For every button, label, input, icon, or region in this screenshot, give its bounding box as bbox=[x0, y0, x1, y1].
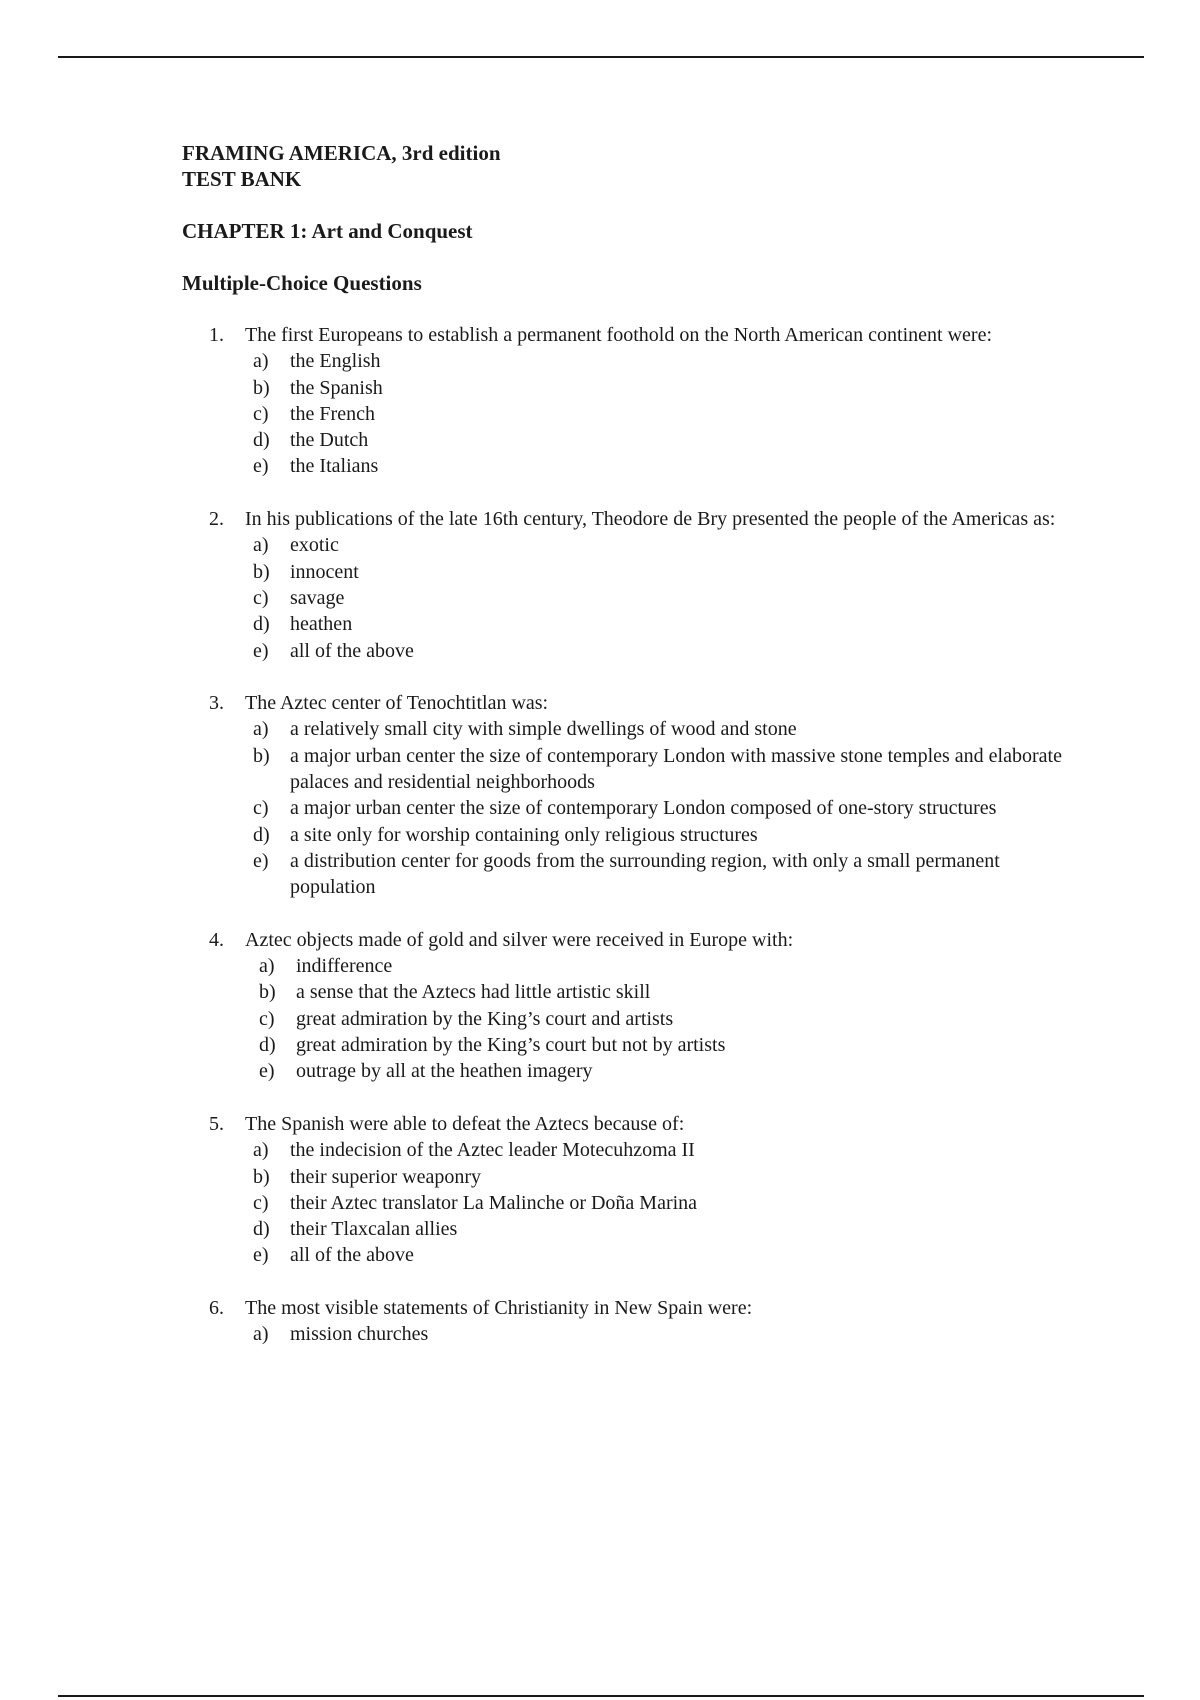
option-letter: c) bbox=[253, 586, 269, 609]
question-number: 1. bbox=[209, 324, 224, 346]
option-item bbox=[245, 1137, 1082, 1163]
option-letter: d) bbox=[253, 613, 270, 636]
option-text: the French bbox=[290, 402, 375, 425]
option-text: exotic bbox=[290, 534, 339, 557]
option-letter: b) bbox=[253, 1165, 270, 1188]
option-text: the Italians bbox=[290, 455, 379, 478]
option-text: all of the above bbox=[290, 639, 414, 662]
option-text: the Spanish bbox=[290, 376, 383, 399]
option-text: mission churches bbox=[290, 1323, 429, 1346]
option-letter: c) bbox=[253, 1191, 269, 1214]
option-item bbox=[245, 979, 1082, 1005]
question-text: The first Europeans to establish a permanent foothold on the North American continent were: bbox=[245, 324, 993, 346]
question-text: The most visible statements of Christianity in New Spain were: bbox=[245, 1296, 753, 1319]
option-text: the English bbox=[290, 350, 381, 373]
option-item bbox=[245, 453, 1082, 479]
option-letter: a) bbox=[253, 1139, 269, 1162]
question-6 bbox=[182, 1295, 1082, 1348]
option-list bbox=[245, 348, 1082, 479]
option-text: their Tlaxcalan allies bbox=[290, 1218, 458, 1241]
option-text: a sense that the Aztecs had little artistic skill bbox=[296, 981, 651, 1004]
option-item bbox=[245, 532, 1082, 558]
option-item bbox=[245, 848, 1082, 901]
option-text: heathen bbox=[290, 613, 353, 636]
option-text: great admiration by the King’s court and artists bbox=[296, 1007, 674, 1030]
option-letter: b) bbox=[253, 560, 270, 583]
option-letter: d) bbox=[259, 1034, 276, 1057]
option-item bbox=[245, 348, 1082, 374]
option-item bbox=[245, 1190, 1082, 1216]
option-item bbox=[245, 1216, 1082, 1242]
option-letter: a) bbox=[253, 534, 269, 557]
question-5 bbox=[182, 1111, 1082, 1269]
option-letter: c) bbox=[253, 797, 269, 820]
option-letter: a) bbox=[253, 1323, 269, 1346]
option-text: the indecision of the Aztec leader Motecuhzoma II bbox=[290, 1139, 695, 1162]
option-text: their Aztec translator La Malinche or Doña Marina bbox=[290, 1191, 698, 1214]
option-letter: c) bbox=[253, 402, 269, 425]
option-item bbox=[245, 611, 1082, 637]
question-3 bbox=[182, 690, 1082, 900]
option-text: savage bbox=[290, 586, 345, 609]
option-text: the Dutch bbox=[290, 429, 369, 452]
option-list bbox=[245, 1321, 1082, 1347]
option-text: innocent bbox=[290, 560, 359, 583]
option-text: a distribution center for goods from the surrounding region, with only a small permanent population bbox=[290, 849, 1000, 899]
question-list bbox=[182, 322, 1082, 1348]
option-item bbox=[245, 1164, 1082, 1190]
option-item bbox=[245, 638, 1082, 664]
option-item bbox=[245, 1006, 1082, 1032]
option-item bbox=[245, 1321, 1082, 1347]
chapter-heading: CHAPTER 1: Art and Conquest bbox=[182, 219, 473, 243]
option-item bbox=[245, 953, 1082, 979]
option-letter: c) bbox=[259, 1007, 275, 1030]
option-letter: e) bbox=[253, 849, 269, 872]
option-item bbox=[245, 559, 1082, 585]
question-text: In his publications of the late 16th century, Theodore de Bry presented the people of the Americas as: bbox=[245, 508, 1056, 531]
option-letter: e) bbox=[253, 455, 269, 478]
question-1 bbox=[182, 322, 1082, 480]
option-text: their superior weaponry bbox=[290, 1165, 482, 1188]
question-number: 5. bbox=[209, 1112, 224, 1135]
option-item bbox=[245, 716, 1082, 742]
question-number: 4. bbox=[209, 928, 224, 951]
question-text: Aztec objects made of gold and silver were received in Europe with: bbox=[245, 928, 794, 951]
option-list bbox=[245, 953, 1082, 1084]
option-text: a relatively small city with simple dwellings of wood and stone bbox=[290, 718, 797, 741]
option-letter: b) bbox=[253, 744, 270, 767]
option-text: indifference bbox=[296, 955, 393, 978]
option-item bbox=[245, 1058, 1082, 1084]
option-item bbox=[245, 743, 1082, 796]
document-body bbox=[182, 140, 1082, 1374]
question-4 bbox=[182, 927, 1082, 1085]
option-letter: a) bbox=[253, 350, 269, 373]
question-number: 3. bbox=[209, 692, 224, 715]
option-text: all of the above bbox=[290, 1244, 414, 1267]
question-number: 6. bbox=[209, 1296, 224, 1319]
option-text: great admiration by the King’s court but not by artists bbox=[296, 1034, 726, 1057]
option-item bbox=[245, 375, 1082, 401]
option-item bbox=[245, 401, 1082, 427]
option-text: a major urban center the size of contemporary London with massive stone temples and elaborate palaces and residential neighborhoods bbox=[290, 744, 1062, 794]
option-letter: d) bbox=[253, 1218, 270, 1241]
question-text: The Spanish were able to defeat the Aztecs because of: bbox=[245, 1112, 685, 1135]
option-item bbox=[245, 822, 1082, 848]
option-letter: a) bbox=[253, 718, 269, 741]
option-letter: e) bbox=[253, 1244, 269, 1267]
top-rule bbox=[58, 56, 1144, 58]
option-list bbox=[245, 716, 1082, 900]
option-letter: b) bbox=[253, 376, 270, 399]
option-list bbox=[245, 532, 1082, 663]
option-text: outrage by all at the heathen imagery bbox=[296, 1060, 593, 1083]
section-heading: Multiple-Choice Questions bbox=[182, 271, 422, 295]
question-text: The Aztec center of Tenochtitlan was: bbox=[245, 692, 549, 715]
option-item bbox=[245, 1242, 1082, 1268]
bottom-rule bbox=[58, 1695, 1144, 1697]
option-list bbox=[245, 1137, 1082, 1268]
book-title: FRAMING AMERICA, 3rd edition bbox=[182, 141, 501, 165]
option-letter: a) bbox=[259, 955, 275, 978]
option-text: a site only for worship containing only religious structures bbox=[290, 823, 758, 846]
option-letter: b) bbox=[259, 981, 276, 1004]
option-item bbox=[245, 795, 1082, 821]
option-letter: d) bbox=[253, 823, 270, 846]
option-letter: e) bbox=[253, 639, 269, 662]
option-item bbox=[245, 585, 1082, 611]
option-item bbox=[245, 1032, 1082, 1058]
option-letter: d) bbox=[253, 429, 270, 452]
question-number: 2. bbox=[209, 508, 224, 531]
option-item bbox=[245, 427, 1082, 453]
option-letter: e) bbox=[259, 1060, 275, 1083]
document-subtitle: TEST BANK bbox=[182, 167, 302, 191]
option-text: a major urban center the size of contemporary London composed of one-story structures bbox=[290, 797, 997, 820]
question-2 bbox=[182, 506, 1082, 664]
